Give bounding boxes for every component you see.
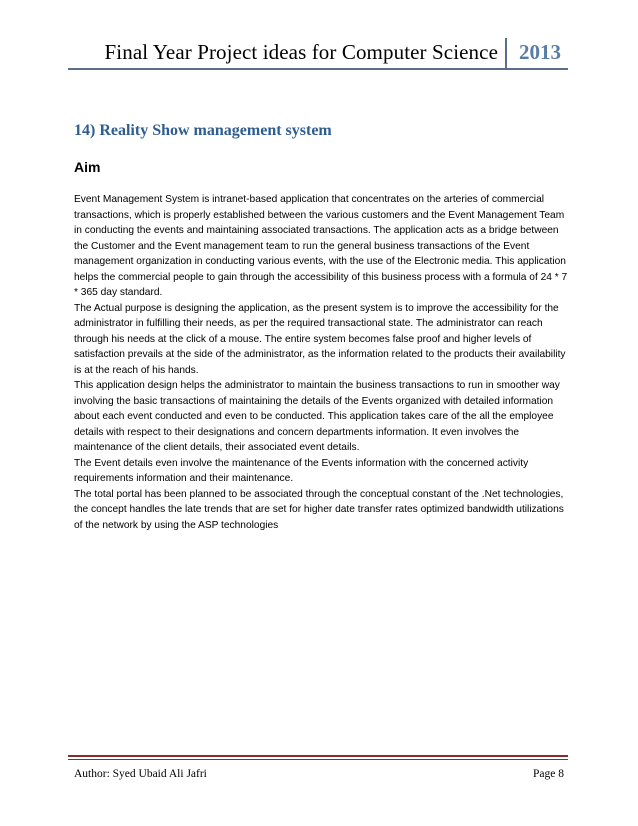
page-header xyxy=(68,38,568,70)
header-year: 2013 xyxy=(519,40,561,64)
header-rule xyxy=(68,68,568,70)
footer-page-number: Page 8 xyxy=(533,768,564,780)
paragraph: The Actual purpose is designing the application, as the present system is to improve the accessibility for the administrator in fulfilling their needs, as per the required transactional state. The administrator can reach through his needs at the click of a mouse. The entire system becomes false proof and higher levels of satisfaction prevails at the side of the administrator, as the information related to the products their availability is at the reach of his hands. xyxy=(74,302,566,376)
body-text xyxy=(74,192,574,533)
aim-heading: Aim xyxy=(74,159,101,175)
paragraph: The Event details even involve the maintenance of the Events information with the concerned activity requirements information and their maintenance. xyxy=(74,457,529,484)
footer-author: Author: Syed Ubaid Ali Jafri xyxy=(74,768,207,780)
paragraph: The total portal has been planned to be associated through the conceptual constant of the .Net technologies, the concept handles the late trends that are set for higher date transfer rates optimized bandwidth utilizations of the network by using the ASP technologies xyxy=(74,488,564,531)
header-title: Final Year Project ideas for Computer Science xyxy=(104,40,498,64)
header-separator xyxy=(505,38,507,68)
footer-rule xyxy=(68,755,568,757)
section-title: 14) Reality Show management system xyxy=(74,122,332,139)
footer-rule-thin xyxy=(68,759,568,760)
paragraph: Event Management System is intranet-based application that concentrates on the arteries of commercial transactions, which is properly established between the various customers and the Event Management Team in conducting the events and maintaining associated transactions. The application acts as a bridge between the Customer and the Event management team to run the general business transactions of the Event management organization in conducting various events, with the use of the Electronic media. This application helps the commercial people to gain through the accessibility of this business process with a formula of 24 * 7 * 365 day standard. xyxy=(74,194,568,298)
paragraph: This application design helps the administrator to maintain the business transactions to run in smoother way involving the basic transactions of maintaining the details of the Events organized with detailed information about each event conducted and even to be conducted. This application takes care of the all the employee details with respect to their designations and concern departments information. It even involves the maintenance of the client details, their associated event details. xyxy=(74,380,560,453)
